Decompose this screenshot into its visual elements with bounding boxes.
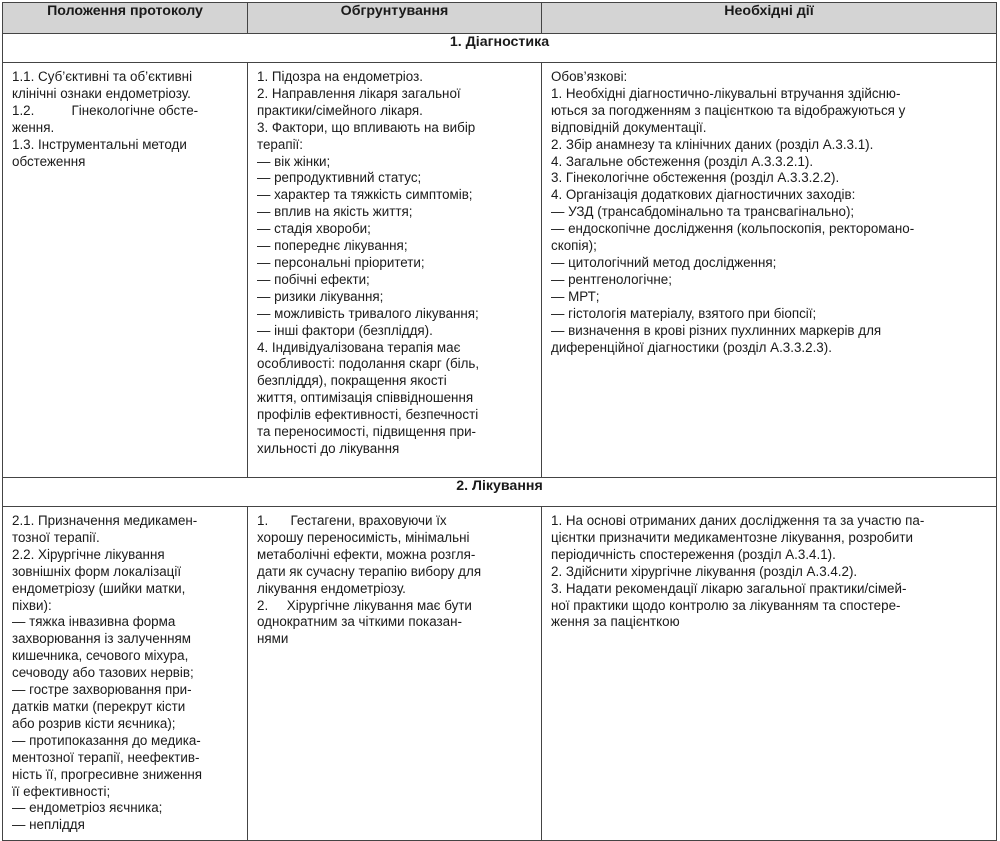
text-line: ендометріозу (шийки матки, (12, 580, 186, 596)
text-line: практики/сімейного лікаря. (257, 102, 423, 118)
section-title-diagnostics: 1. Діагностика (3, 34, 997, 63)
text-line: — ризики лікування; (257, 288, 384, 304)
text-line: терапії: (257, 136, 303, 152)
text-line: — ендометріоз яєчника; (12, 800, 163, 816)
header-protocol-position: Положення протоколу (3, 3, 248, 34)
cell-protocol-position (3, 507, 248, 841)
treatment-col2-text (248, 507, 541, 654)
text-line: 2. Збір анамнезу та клінічних даних (розділ А.3.3.1). (551, 136, 874, 152)
text-line: — характер та тяжкість симптомів; (257, 187, 473, 203)
text-line: ються за погодженням з пацієнткою та відображуються у (551, 102, 906, 118)
text-line: та переносимості, підвищення при- (257, 424, 477, 440)
text-line: або розрив кісти яєчника); (12, 715, 176, 731)
text-line: — ендоскопічне дослідження (кольпоскопія, ректоромано- (551, 221, 915, 237)
text-line: 1. Гестагени, враховуючи їх (257, 513, 447, 528)
text-line: — побічні ефекти; (257, 271, 370, 287)
text-line: лікування ендометріозу. (257, 580, 406, 596)
text-line: клінічні ознаки ендометріозу. (12, 85, 191, 101)
diagnostics-col2-text (248, 63, 541, 464)
header-justification: Обгрунтування (248, 3, 542, 34)
text-line: метаболічні ефекти, можна розгля- (257, 546, 476, 562)
text-line: — вплив на якість життя; (257, 204, 413, 220)
text-line: 2.1. Призначення медикамен- (12, 513, 198, 528)
text-line: 4. Індивідуалізована терапія має (257, 339, 461, 355)
text-line: 1.2. Гінекологічне обсте- (12, 102, 199, 118)
section-row-treatment (3, 478, 997, 507)
text-line: профілів ефективності, безпечності (257, 407, 479, 423)
section-title-treatment: 2. Лікування (3, 478, 997, 507)
cell-required-actions (542, 63, 997, 478)
text-line: 2. Здійснити хірургічне лікування (розділ А.3.4.2). (551, 563, 858, 579)
text-line: 1. Необхідні діагностично-лікувальні втручання здійсню- (551, 85, 901, 101)
text-line: Обов’язкові: (551, 69, 628, 84)
text-line: зовнішніх форм локалізації (12, 563, 182, 579)
text-line: — визначення в крові різних пухлинних маркерів для (551, 322, 882, 338)
text-line: тозної терапії. (12, 529, 100, 545)
text-line: ження. (12, 119, 55, 135)
text-line: нями (257, 631, 289, 647)
text-line: однократним за чіткими показан- (257, 614, 462, 630)
text-line: 3. Гінекологічне обстеження (розділ А.3.3.2.2). (551, 170, 840, 186)
text-line: 3. Надати рекомендації лікарю загальної практики/сімей- (551, 580, 907, 596)
text-line: 1.3. Інструментальні методи (12, 136, 187, 152)
text-line: періодичність спостереження (розділ А.3.4.1). (551, 546, 836, 562)
text-line: життя, оптимізація співвідношення (257, 390, 474, 406)
text-line: — тяжка інвазивна форма (12, 614, 176, 630)
text-line: — персональні пріоритети; (257, 254, 425, 270)
text-line: обстеження (12, 153, 86, 169)
cell-justification (248, 507, 542, 841)
text-line: безпліддя), покращення якості (257, 373, 447, 389)
text-line: хорошу переносимість, мінімальні (257, 529, 470, 545)
text-line: сечоводу або тазових нервів; (12, 665, 194, 681)
cell-justification (248, 63, 542, 478)
text-line: — попереднє лікування; (257, 238, 408, 254)
text-line: — можливість тривалого лікування; (257, 305, 479, 321)
diagnostics-col1-text (3, 63, 247, 176)
text-line: ментозної терапії, неефектив- (12, 749, 200, 765)
text-line: цієнтки призначити медикаментозне лікування, розробити (551, 529, 913, 545)
text-line: — МРТ; (551, 288, 600, 304)
cell-required-actions (542, 507, 997, 841)
table-row (3, 507, 997, 841)
header-required-actions: Необхідні дії (542, 3, 997, 34)
text-line: 4. Організація додаткових діагностичних заходів: (551, 187, 856, 203)
text-line: 1.1. Суб’єктивні та об’єктивні (12, 69, 193, 84)
text-line: 1. Підозра на ендометріоз. (257, 69, 423, 84)
text-line: 4. Загальне обстеження (розділ А.3.3.2.1). (551, 153, 814, 169)
text-line: — непліддя (12, 817, 85, 833)
section-row-diagnostics (3, 34, 997, 63)
text-line: 1. На основі отриманих даних дослідження та за участю па- (551, 513, 925, 528)
text-line: особливості: подолання скарг (біль, (257, 356, 480, 372)
text-line: — стадія хвороби; (257, 221, 371, 237)
text-line: 2. Направлення лікаря загальної (257, 85, 461, 101)
text-line: її ефективності; (12, 783, 111, 799)
text-line: диференційної діагностики (розділ А.3.3.2.3). (551, 339, 832, 355)
text-line: ність її, прогресивне зниження (12, 766, 203, 782)
text-line: дати як сучасну терапію вибору для (257, 563, 482, 579)
text-line: — репродуктивний статус; (257, 170, 422, 186)
text-line: хильності до лікування (257, 440, 400, 456)
text-line: — рентгенологічне; (551, 271, 672, 287)
text-line: скопія); (551, 238, 597, 254)
treatment-col1-text (3, 507, 247, 840)
text-line: — гостре захворювання при- (12, 682, 192, 698)
header-row (3, 3, 997, 34)
text-line: — протипоказання до медика- (12, 732, 201, 748)
text-line: 2. Хірургічне лікування має бути (257, 597, 472, 613)
text-line: кишечника, сечового міхура, (12, 648, 189, 664)
text-line: ження за пацієнткою (551, 614, 680, 630)
text-line: — гістологія матеріалу, взятого при біопсії; (551, 305, 817, 321)
text-line: 2.2. Хірургічне лікування (12, 546, 165, 562)
treatment-col3-text (542, 507, 996, 637)
diagnostics-col3-text (542, 63, 996, 362)
text-line: піхви): (12, 597, 52, 613)
text-line: захворювання із залученням (12, 631, 191, 647)
text-line: — вік жінки; (257, 153, 331, 169)
text-line: ної практики щодо контролю за лікуванням та спостере- (551, 597, 901, 613)
text-line: датків матки (перекрут кісти (12, 698, 186, 714)
cell-protocol-position (3, 63, 248, 478)
text-line: — УЗД (трансабдомінально та трансвагінально); (551, 204, 855, 220)
text-line: 3. Фактори, що впливають на вибір (257, 119, 476, 135)
table-row (3, 63, 997, 478)
protocol-table (2, 2, 997, 841)
text-line: — цитологічний метод дослідження; (551, 254, 777, 270)
text-line: відповідній документації. (551, 119, 707, 135)
text-line: — інші фактори (безпліддя). (257, 322, 433, 338)
